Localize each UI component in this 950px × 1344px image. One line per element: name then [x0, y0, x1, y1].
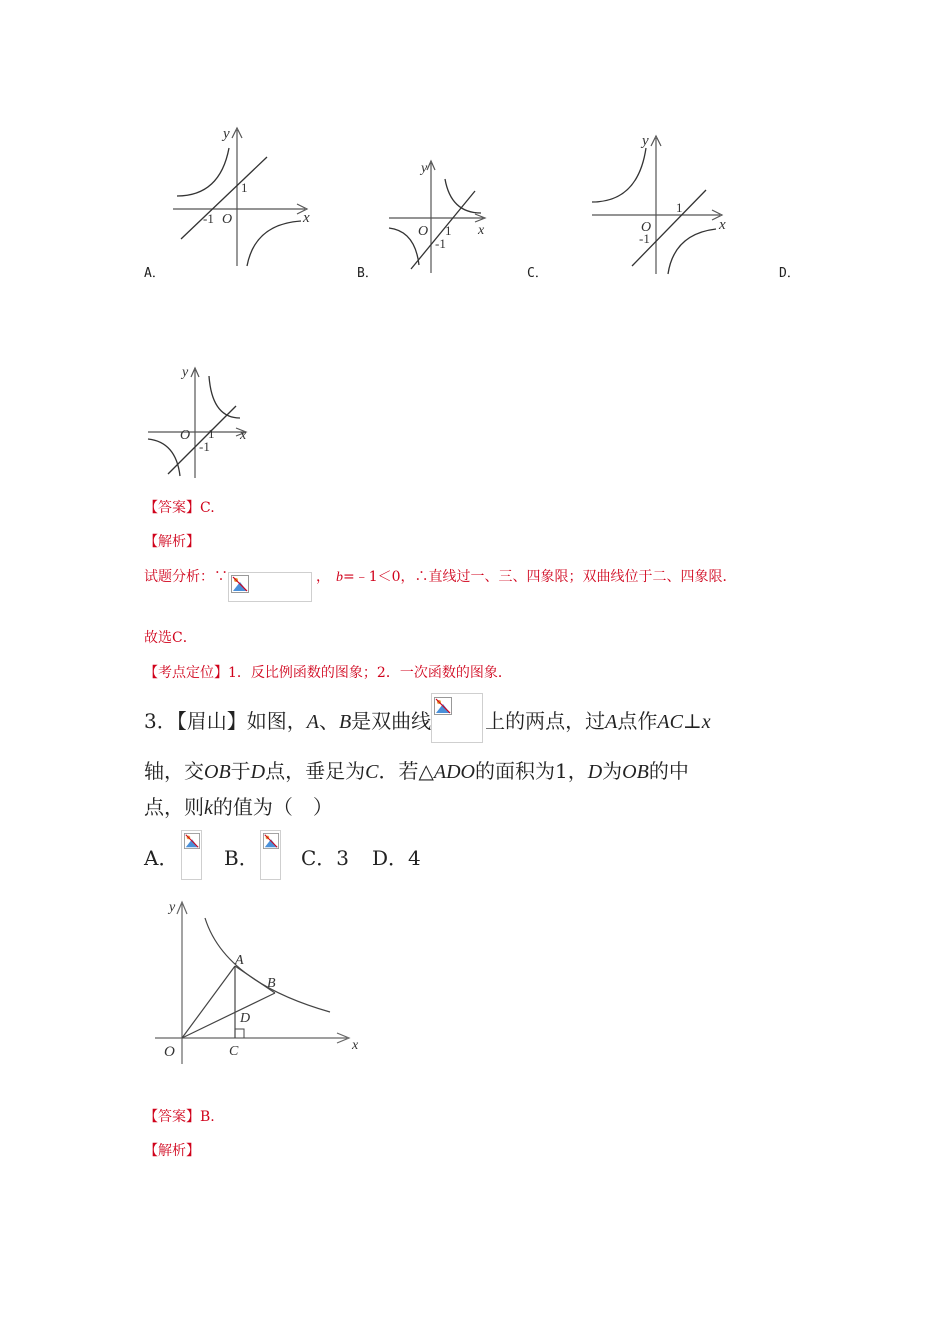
graph-c-x-label: x: [719, 217, 726, 233]
fig-y-label: y: [169, 900, 176, 915]
analysis-label-1: 【解析】: [144, 534, 200, 550]
fig-o-label: O: [164, 1044, 175, 1060]
question-3-line-2: [144, 755, 689, 784]
graph-a-y-label: y: [223, 126, 230, 142]
option-label-b: B．: [357, 266, 378, 281]
answer-2: 【答案】B.: [144, 1109, 215, 1125]
graph-a-x-label: x: [303, 210, 310, 226]
q3-text-12: 点，则: [144, 795, 204, 819]
question-3-line-1: [144, 705, 711, 743]
option-label-a: A．: [144, 266, 165, 281]
q3-text-4: 点作: [617, 709, 658, 733]
q3-var-d: D: [250, 761, 266, 783]
broken-image-icon: [231, 575, 249, 597]
q3-number: 3．: [144, 709, 177, 733]
fig-c-label: C: [229, 1044, 239, 1059]
q3-option-a-label: A．: [144, 846, 179, 870]
q3-text-11: 的中: [648, 759, 689, 783]
fig-b-label: B: [267, 976, 276, 991]
analysis-label-2: 【解析】: [144, 1143, 200, 1159]
q3-text-3: 上的两点，过: [485, 709, 606, 733]
graph-option-d: [144, 360, 259, 480]
conclusion-1: 故选C．: [144, 630, 197, 646]
q3-var-b: B: [338, 711, 352, 733]
graph-c-one: 1: [676, 200, 683, 215]
hyperbola-figure: [155, 892, 370, 1072]
graph-d-x-label: x: [240, 428, 247, 443]
graph-b-x-label: x: [478, 223, 485, 238]
q3-var-ado: ADO: [433, 761, 475, 783]
formula-image-placeholder: [181, 830, 202, 880]
graph-b-one: 1: [445, 223, 452, 238]
analysis-prefix: 试题分析：∵: [144, 569, 228, 585]
hyperbola-formula-placeholder: [431, 693, 483, 743]
q3-source: 【眉山】: [176, 709, 247, 733]
q3-text-6: 于: [230, 759, 251, 783]
option-label-c: C．: [527, 266, 548, 281]
graph-b-neg-one: -1: [435, 236, 446, 251]
q3-var-c: C: [365, 761, 379, 783]
graph-option-b: [385, 155, 500, 275]
q3-text-9: 的面积为1，: [474, 759, 588, 783]
formula-image-placeholder: [260, 830, 281, 880]
fig-a-label: A: [235, 953, 244, 968]
analysis-mid: ，: [316, 569, 330, 585]
q3-text-5: 轴，交: [144, 759, 204, 783]
q3-option-b-formula: [260, 830, 281, 880]
q3-option-a-formula: [181, 830, 202, 880]
q3-text-7: 点，垂足为: [265, 759, 366, 783]
broken-image-icon: [434, 696, 452, 720]
analysis-b-var: b: [336, 570, 343, 585]
q3-var-a: A: [306, 711, 319, 733]
graph-d-neg-one: -1: [199, 439, 210, 454]
fig-x-label: x: [352, 1038, 359, 1053]
graph-c-y-label: y: [642, 133, 649, 149]
graph-a-one: 1: [241, 180, 248, 195]
answer-1: 【答案】C.: [144, 500, 215, 516]
graph-c-neg-one: -1: [639, 231, 650, 246]
q3-option-d: D．4: [372, 846, 421, 870]
q3-text-2: 是双曲线: [351, 709, 432, 733]
graph-a-origin-label: O: [222, 212, 233, 227]
graph-d-one: 1: [208, 426, 215, 441]
q3-option-c: C．3: [301, 846, 350, 870]
formula-image-placeholder: [228, 572, 312, 602]
graph-b-origin-label: O: [418, 224, 429, 239]
q3-text-8: ．若△: [378, 759, 434, 783]
graph-a-neg-one: -1: [203, 211, 214, 226]
q3-text-1: 如图，: [246, 709, 307, 733]
broken-image-icon: [184, 833, 200, 853]
option-label-d: D．: [779, 266, 800, 281]
graph-b-y-label: y: [421, 161, 428, 176]
q3-var-ob2: OB: [622, 761, 649, 783]
q3-option-b-label: B．: [224, 846, 259, 870]
graph-c-origin-label: O: [641, 220, 652, 235]
q3-sep: 、: [318, 709, 339, 733]
graph-d-y-label: y: [182, 365, 189, 380]
q3-var-ac: AC: [657, 711, 683, 733]
q3-var-a2: A: [605, 711, 618, 733]
graph-option-c: [588, 128, 738, 276]
q3-var-x: x: [701, 711, 711, 733]
q3-var-ob: OB: [204, 761, 231, 783]
broken-image-icon: [263, 833, 279, 853]
q3-perp: ⊥: [682, 709, 702, 733]
analysis-text-1: [144, 566, 737, 602]
analysis-rest: =﹣1＜0，∴直线过一、三、四象限；双曲线位于二、四象限．: [343, 569, 737, 585]
q3-var-k: k: [204, 797, 213, 819]
graph-d-origin-label: O: [180, 428, 191, 443]
kaodian: 【考点定位】1．反比例函数的图象；2．一次函数的图象．: [144, 665, 512, 681]
q3-text-10: 为: [602, 759, 623, 783]
question-3-line-3: [144, 791, 333, 820]
q3-var-d2: D: [587, 761, 603, 783]
graph-option-a: [165, 120, 325, 270]
fig-d-label: D: [240, 1011, 251, 1026]
q3-text-13: 的值为（ ）: [212, 795, 333, 819]
